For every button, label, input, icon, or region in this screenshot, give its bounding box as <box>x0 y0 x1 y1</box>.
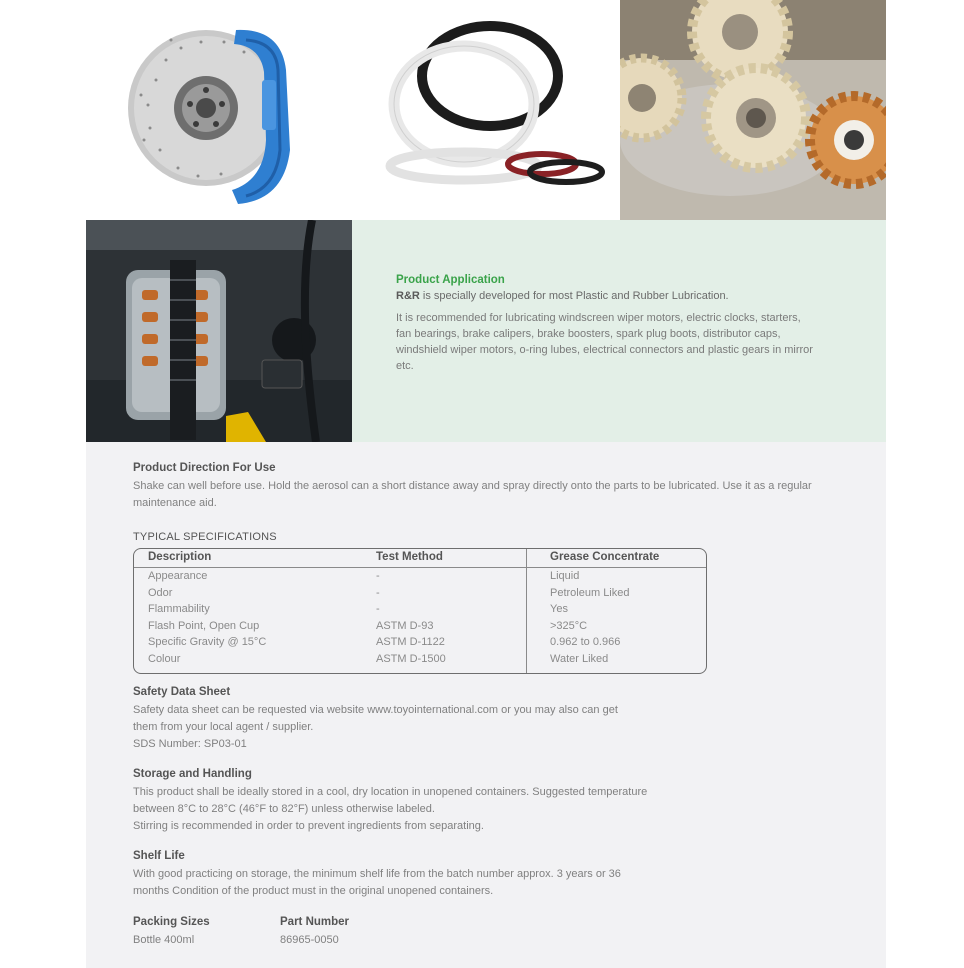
safety-line-2: them from your local agent / supplier. <box>133 721 314 733</box>
specs-rows <box>134 570 706 669</box>
specs-table <box>133 548 707 674</box>
storage-line-2: between 8°C to 28°C (46°F to 82°F) unless otherwise labeled. <box>133 803 435 815</box>
shelf-life-line-1: With good practicing on storage, the minimum shelf life from the batch number approx. 3 years or 36 <box>133 868 621 880</box>
table-row <box>134 653 706 670</box>
table-row <box>134 587 706 604</box>
spec-description: Appearance <box>148 570 208 582</box>
spec-value: Water Liked <box>550 652 609 665</box>
spec-test-method: ASTM D-1122 <box>376 636 445 648</box>
packing-sizes-title: Packing Sizes <box>133 916 210 928</box>
product-application-body: It is recommended for lubricating windscreen wiper motors, electric clocks, starters, fan bearings, brake calipers, brake boosters, spark plug boots, distributor caps, windshield wiper motors, o-ring lubes, electrical connectors and plastic gears in mirror etc. <box>396 312 813 372</box>
seals-image <box>352 0 620 220</box>
table-row <box>134 570 706 587</box>
part-number-value: 86965-0050 <box>280 934 339 946</box>
spec-description: Specific Gravity @ 15°C <box>148 636 267 648</box>
spec-test-method: - <box>376 586 380 599</box>
specs-title: TYPICAL SPECIFICATIONS <box>133 531 277 543</box>
storage-line-3: Stirring is recommended in order to prevent ingredients from separating. <box>133 820 484 832</box>
specs-header-grease-concentrate: Grease Concentrate <box>550 551 660 563</box>
product-application-intro <box>396 290 729 302</box>
part-number-title: Part Number <box>280 916 350 928</box>
plastic-gears-image <box>620 0 886 220</box>
spec-test-method: - <box>376 570 380 582</box>
spec-test-method: - <box>376 603 380 615</box>
specs-header-description: Description <box>148 551 212 563</box>
storage-title: Storage and Handling <box>133 768 252 780</box>
safety-line-1: Safety data sheet can be requested via website www.toyointernational.com or you may also can get <box>133 704 618 716</box>
spec-description: Flammability <box>148 603 210 615</box>
spec-value: 0.962 to 0.966 <box>550 636 621 648</box>
spec-value: Yes <box>550 603 568 615</box>
spec-test-method: ASTM D-93 <box>376 619 434 632</box>
table-row <box>134 603 706 620</box>
product-application-intro-text: is specially developed for most Plastic and Rubber Lubrication. <box>419 290 729 302</box>
safety-title: Safety Data Sheet <box>133 686 231 698</box>
sds-number: SDS Number: SP03-01 <box>133 738 247 750</box>
direction-title: Product Direction For Use <box>133 462 276 474</box>
table-row <box>134 620 706 637</box>
product-application-title: Product Application <box>396 274 505 286</box>
spec-value: Petroleum Liked <box>550 586 630 599</box>
product-code: R&R <box>396 290 420 302</box>
shelf-life-title: Shelf Life <box>133 850 185 862</box>
table-row <box>134 636 706 653</box>
spec-value: Liquid <box>550 570 580 582</box>
spec-description: Flash Point, Open Cup <box>148 619 260 632</box>
product-application-panel <box>352 220 886 442</box>
product-details <box>86 442 886 968</box>
spec-value: >325°C <box>550 619 588 632</box>
spec-description: Odor <box>148 586 173 599</box>
shelf-life-line-2: months Condition of the product must in the original unopened containers. <box>133 885 494 897</box>
specs-header-divider <box>134 567 706 568</box>
alternator-image <box>86 220 352 442</box>
brake-caliper-image <box>86 0 352 220</box>
spec-test-method: ASTM D-1500 <box>376 652 446 665</box>
datasheet-page <box>86 0 886 968</box>
direction-body: Shake can well before use. Hold the aerosol can a short distance away and spray directly onto the parts to be lubricated. Use it as a regular maintenance aid. <box>133 480 812 509</box>
specs-header-test-method: Test Method <box>376 551 443 563</box>
spec-description: Colour <box>148 652 181 665</box>
packing-size-value: Bottle 400ml <box>133 934 195 946</box>
storage-line-1: This product shall be ideally stored in a cool, dry location in unopened containers. Suggested temperature <box>133 786 648 798</box>
